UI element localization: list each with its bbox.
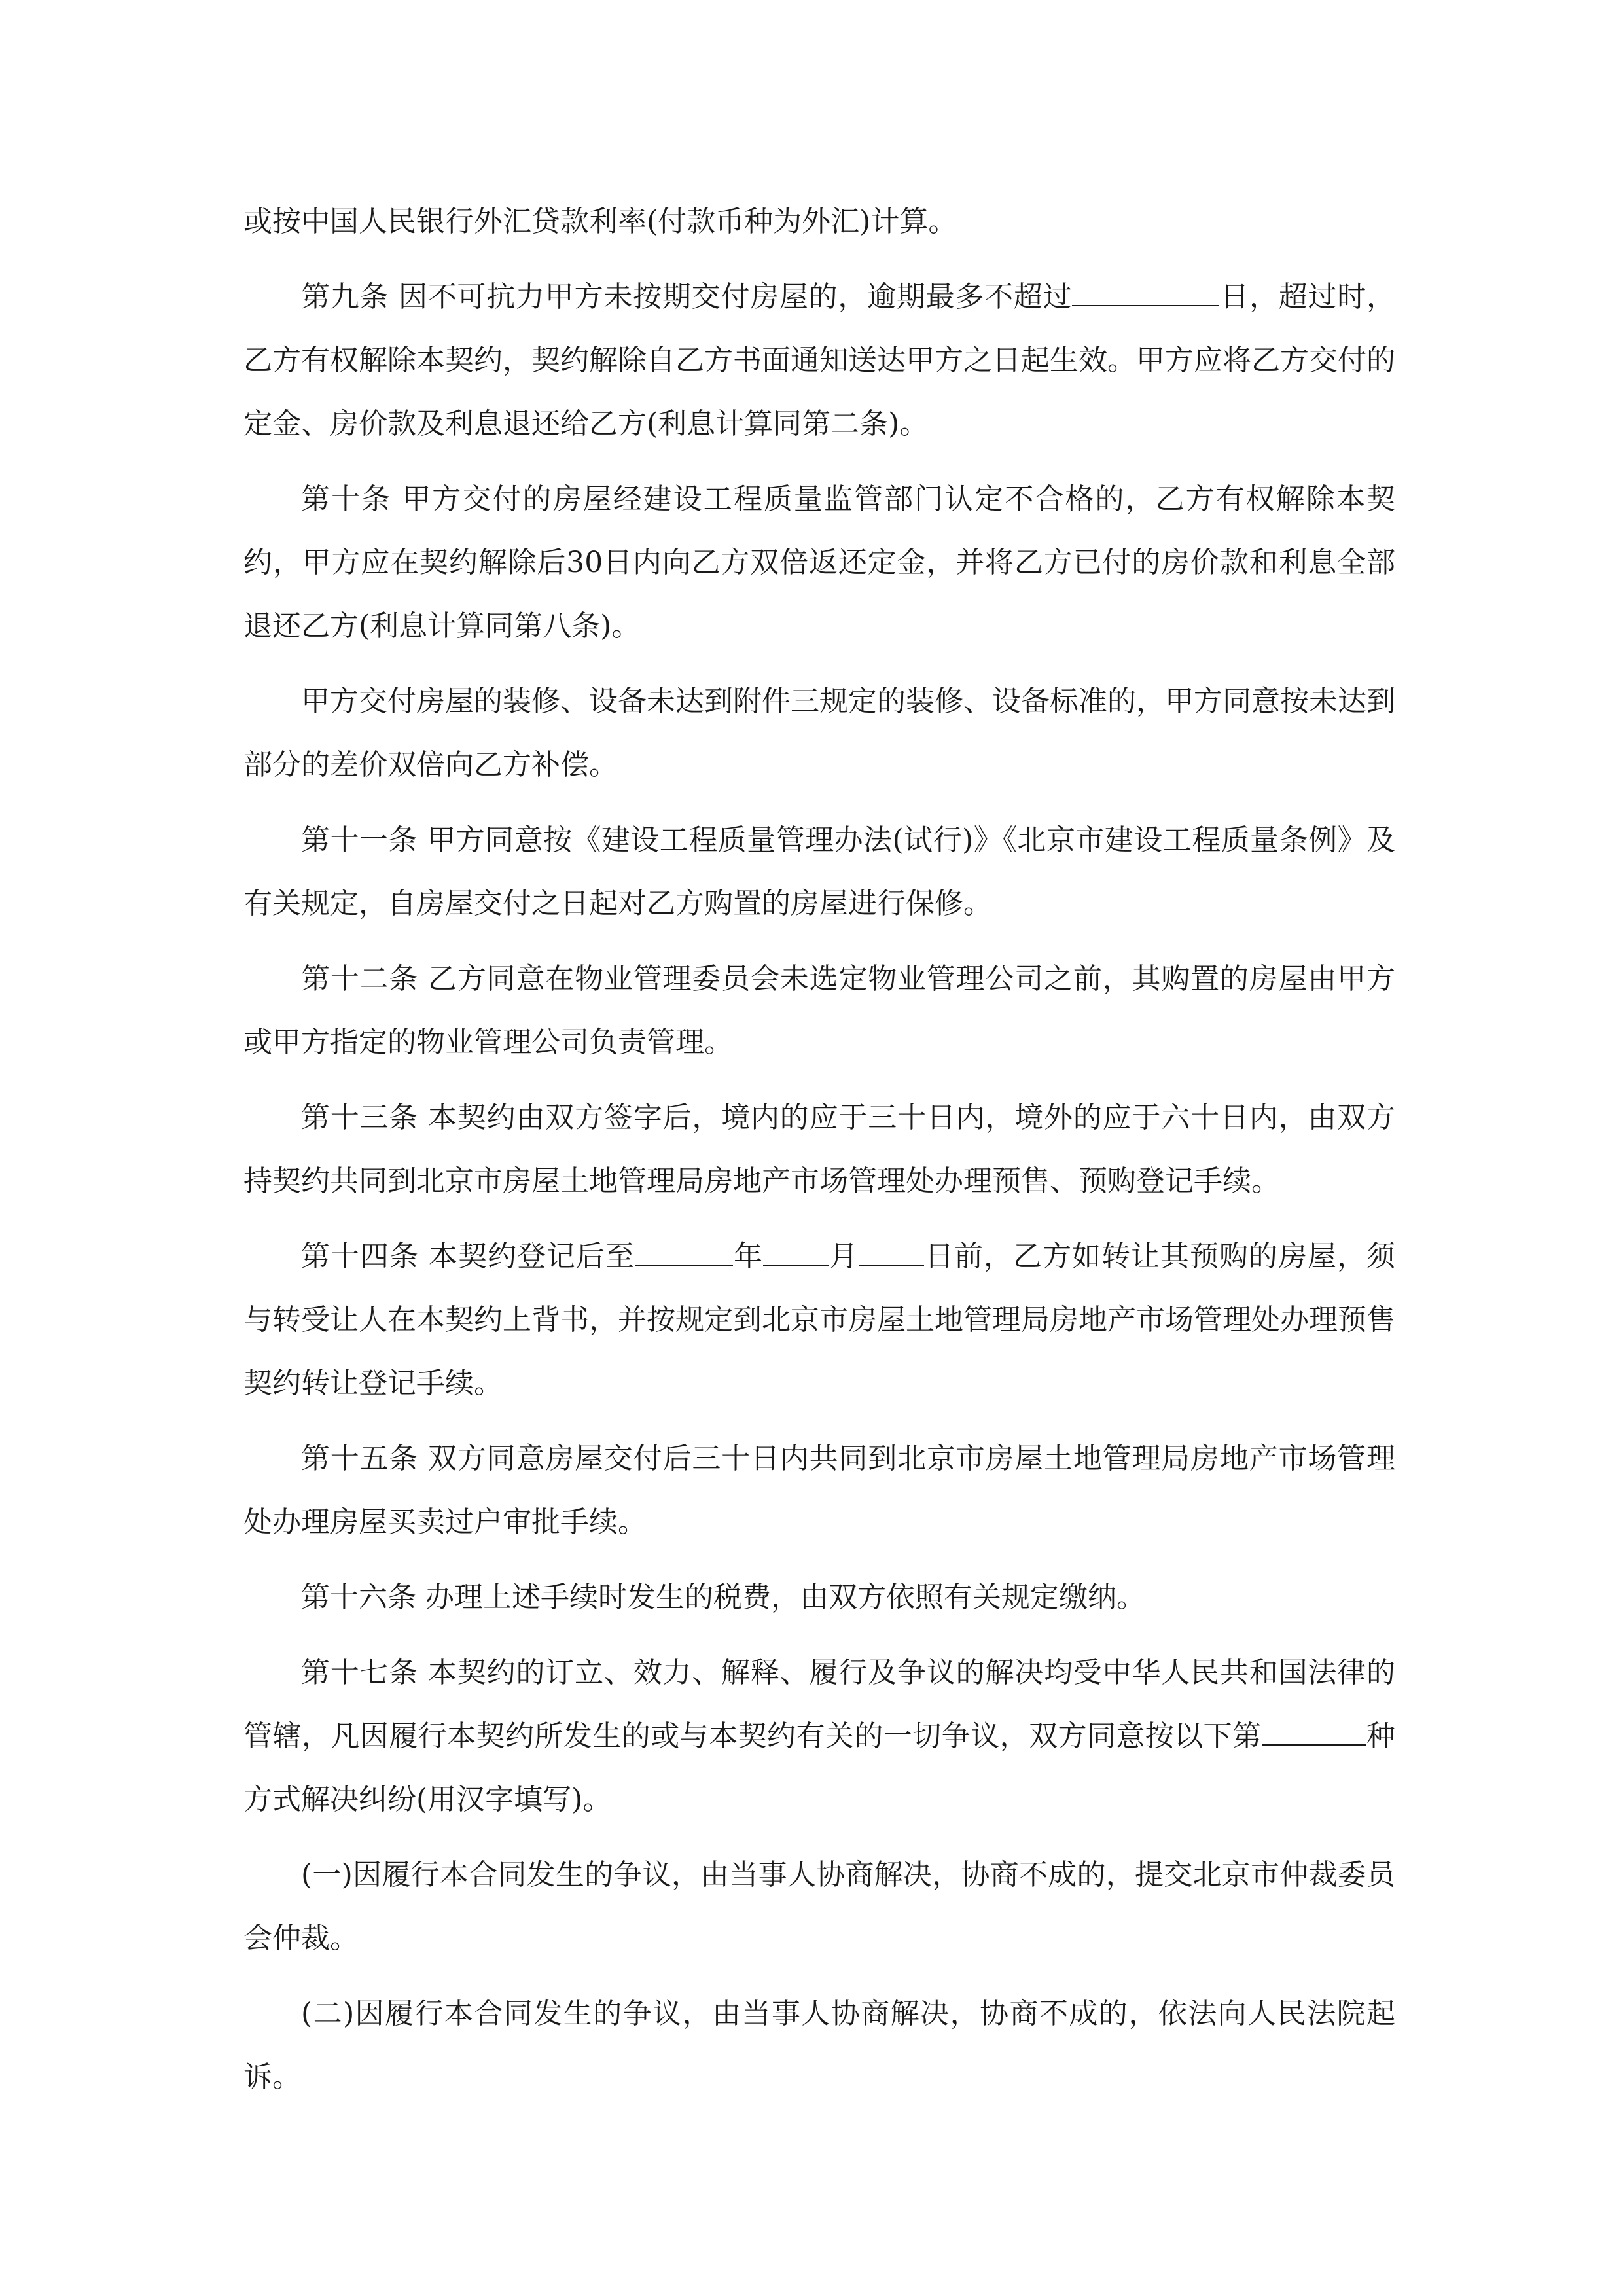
article-16-taxes: 第十六条 办理上述手续时发生的税费，由双方依照有关规定缴纳。 [301,1581,1145,1614]
paragraph-interest-calc: 或按中国人民银行外汇贷款利率(付款币种为外汇)计算。 [243,205,957,238]
dispute-option-2-court: (二)因履行本合同发生的争议，由当事人协商解决，协商不成的，依法向人民法院起诉。 [243,1997,1395,2094]
document-page [243,190,1395,2121]
article-17-text-a: 第十七条 本契约的订立、效力、解释、履行及争议的解决均受中华人民共和国法律的管辖，凡因履行本契约所发生的或与本契约有关的一切争议，双方同意按以下第 [243,1656,1395,1753]
article-9-text-b: 日，超过时，乙方有权解除本契约，契约解除自乙方书面通知送达甲方之日起生效。甲方应将乙方交付的定金、房价款及利息退还给乙方(利息计算同第二条)。 [243,280,1396,440]
article-14-transfer [243,1225,1395,1415]
article-11-warranty: 第十一条 甲方同意按《建设工程质量管理办法(试行)》《北京市建设工程质量条例》及有关规定，自房屋交付之日起对乙方购置的房屋进行保修。 [243,823,1395,920]
article-10-quality: 第十条 甲方交付的房屋经建设工程质量监管部门认定不合格的，乙方有权解除本契约，甲方应在契约解除后30日内向乙方双倍返还定金，并将乙方已付的房价款和利息全部退还乙方(利息计算同第八条)。 [243,482,1395,643]
days-blank[interactable] [1072,279,1219,306]
article-9-text-a: 第九条 因不可抗力甲方未按期交付房屋的，逾期最多不超过 [301,280,1073,314]
article-12-property-management: 第十二条 乙方同意在物业管理委员会未选定物业管理公司之前，其购置的房屋由甲方或甲方指定的物业管理公司负责管理。 [243,962,1395,1059]
month-label: 月 [829,1240,859,1273]
month-blank[interactable] [763,1238,829,1266]
dispute-option-1-arbitration: (一)因履行本合同发生的争议，由当事人协商解决，协商不成的，提交北京市仲裁委员会仲裁。 [243,1858,1395,1955]
year-blank[interactable] [635,1238,733,1266]
article-15-title-transfer: 第十五条 双方同意房屋交付后三十日内共同到北京市房屋土地管理局房地产市场管理处办理房屋买卖过户审批手续。 [243,1442,1395,1539]
article-14-text-a: 第十四条 本契约登记后至 [301,1240,635,1273]
article-9-force-majeure [243,265,1395,456]
article-17-dispute [243,1641,1395,1831]
article-14-text-b: 日前，乙方如转让其预购的房屋，须与转受让人在本契约上背书，并按规定到北京市房屋土地管理局房地产市场管理处办理预售契约转让登记手续。 [243,1240,1395,1400]
method-blank[interactable] [1262,1718,1366,1746]
year-label: 年 [733,1240,763,1273]
article-17-text-b: 种方式解决纠纷(用汉字填写)。 [243,1719,1396,1816]
article-13-registration: 第十三条 本契约由双方签字后，境内的应于三十日内，境外的应于六十日内，由双方持契约共同到北京市房屋土地管理局房地产市场管理处办理预售、预购登记手续。 [243,1101,1395,1198]
day-blank[interactable] [859,1238,924,1266]
article-10-decoration: 甲方交付房屋的装修、设备未达到附件三规定的装修、设备标准的，甲方同意按未达到部分的差价双倍向乙方补偿。 [243,685,1395,781]
